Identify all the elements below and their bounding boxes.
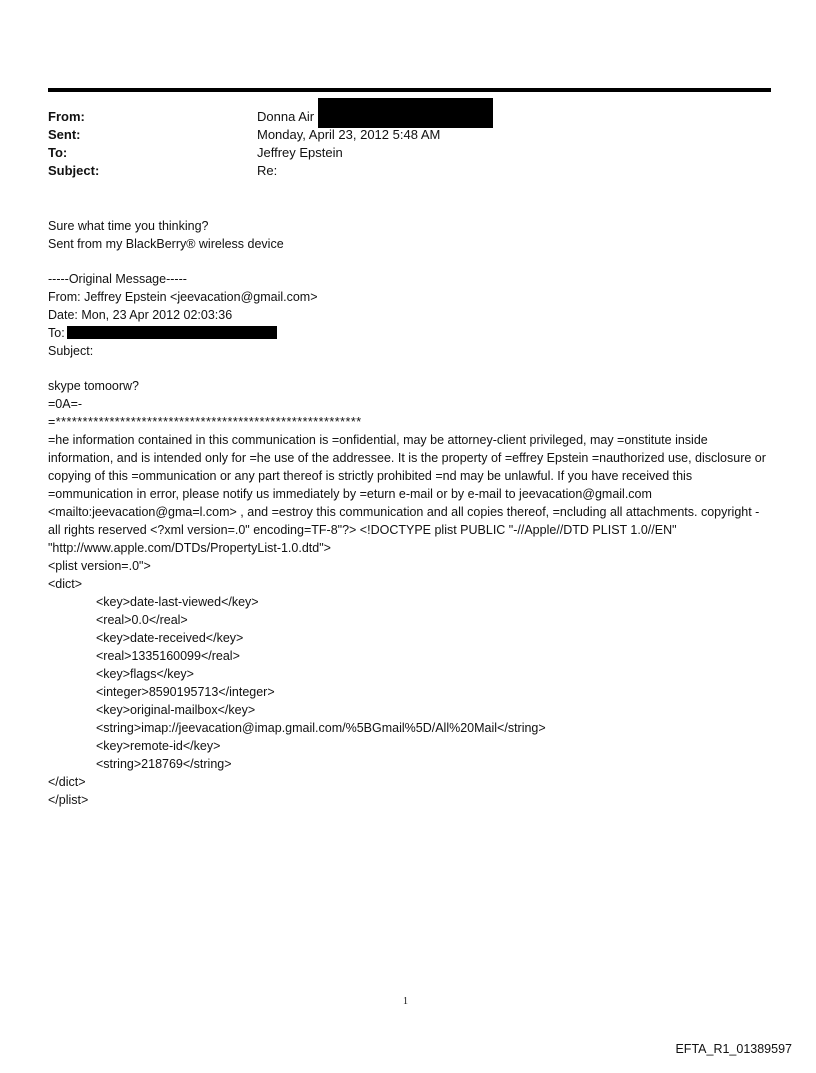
original-to [48, 324, 768, 342]
plist-line: <string>imap://jeevacation@imap.gmail.com/%5BGmail%5D/All%20Mail</string> [96, 721, 546, 735]
plist-line: <real>1335160099</real> [96, 649, 240, 663]
plist-line: <real>0.0</real> [96, 613, 188, 627]
separator-stars: =********************************************************* [48, 415, 362, 429]
disclaimer-paragraph: =he information contained in this communication is =onfidential, may be attorney-client privileged, may =onstitute inside information, and is intended only for =he use of the addressee. It is the property of =effrey Epstein =nauthorized use, disclosure or copying of this =ommunication or any part thereof is strictly prohibited =nd may be unlawful. If you have received this =ommunication in error, please notify us immediately by =eturn e-mail or by e-mail to jeevacation@gmail.com <mailto:jeevacation@gma=l.com> , and =estroy this communication and all copies thereof, =ncluding all attachments. copyright -all rights reserved <?xml version=.0" encoding=TF-8"?> <!DOCTYPE plist PUBLIC "-//Apple//DTD PLIST 1.0//EN" "http://www.apple.com/DTDs/PropertyList-1.0.dtd"> [48, 433, 766, 555]
dict-open: <dict> [48, 577, 83, 591]
to-label: To: [48, 145, 68, 160]
sent-row [48, 126, 748, 144]
email-header [48, 108, 748, 180]
plist-line: <key>flags</key> [96, 667, 194, 681]
plist-line: <integer>8590195713</integer> [96, 685, 275, 699]
sent-value: Monday, April 23, 2012 5:48 AM [257, 127, 441, 142]
from-label: From: [48, 109, 85, 124]
signature-line: Sent from my BlackBerry® wireless device [48, 237, 284, 251]
reply-line: Sure what time you thinking? [48, 219, 209, 233]
original-to-label: To: [48, 326, 65, 340]
plist-close: </plist> [48, 793, 89, 807]
spacer [48, 253, 768, 270]
to-value: Jeffrey Epstein [257, 145, 343, 160]
redaction-box [67, 326, 277, 339]
from-name: Donna Air [257, 109, 315, 124]
message-line: skype tomoorw? [48, 379, 140, 393]
redaction-box [318, 98, 493, 128]
header-divider [48, 88, 771, 92]
original-date: Date: Mon, 23 Apr 2012 02:03:36 [48, 308, 233, 322]
plist-open: <plist version=.0"> [48, 559, 151, 573]
to-row [48, 144, 748, 162]
original-from: From: Jeffrey Epstein <jeevacation@gmail.com> [48, 290, 318, 304]
subject-value: Re: [257, 163, 278, 178]
sent-label: Sent: [48, 127, 81, 142]
page-number: 1 [403, 996, 408, 1007]
from-value [257, 108, 493, 128]
plist-line: <key>remote-id</key> [96, 739, 221, 753]
original-subject: Subject: [48, 344, 94, 358]
dict-close: </dict> [48, 775, 86, 789]
encoding-line: =0A=- [48, 397, 83, 411]
document-id: EFTA_R1_01389597 [675, 1042, 792, 1056]
plist-line: <key>date-received</key> [96, 631, 244, 645]
plist-line: <key>date-last-viewed</key> [96, 595, 259, 609]
email-body [48, 217, 768, 809]
plist-line: <string>218769</string> [96, 757, 232, 771]
plist-line: <key>original-mailbox</key> [96, 703, 256, 717]
subject-label: Subject: [48, 163, 100, 178]
subject-row [48, 162, 748, 180]
from-row [48, 108, 748, 126]
spacer [48, 360, 768, 377]
original-message-marker: -----Original Message----- [48, 272, 187, 286]
